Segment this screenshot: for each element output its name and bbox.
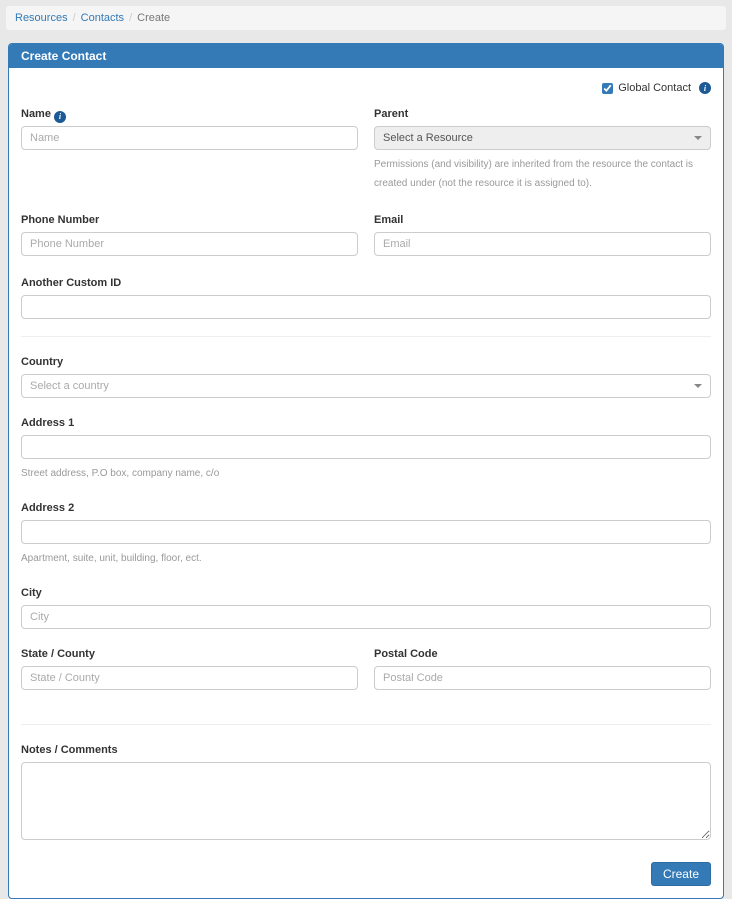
name-parent-row bbox=[21, 104, 711, 210]
email-input[interactable] bbox=[374, 232, 711, 256]
info-circle-icon[interactable]: i bbox=[54, 111, 66, 123]
state-field-group bbox=[21, 644, 358, 690]
phone-email-row bbox=[21, 210, 711, 273]
city-input[interactable] bbox=[21, 605, 711, 629]
create-contact-panel bbox=[8, 43, 724, 899]
section-divider bbox=[21, 724, 711, 725]
global-contact-label: Global Contact bbox=[618, 82, 691, 94]
breadcrumb-link-resources[interactable]: Resources bbox=[15, 12, 68, 24]
parent-field-group bbox=[374, 104, 711, 193]
address1-label: Address 1 bbox=[21, 417, 75, 429]
country-label: Country bbox=[21, 356, 64, 368]
notes-label: Notes / Comments bbox=[21, 744, 118, 756]
form-footer bbox=[21, 862, 711, 886]
parent-select-value: Select a Resource bbox=[383, 132, 473, 144]
breadcrumb bbox=[6, 6, 726, 30]
postal-label: Postal Code bbox=[374, 648, 438, 660]
panel-body bbox=[9, 68, 723, 898]
phone-field-group bbox=[21, 210, 358, 256]
address2-label: Address 2 bbox=[21, 502, 75, 514]
custom-id-field-group bbox=[21, 273, 711, 319]
global-contact-row bbox=[21, 82, 711, 94]
create-button[interactable]: Create bbox=[651, 862, 711, 886]
breadcrumb-separator: / bbox=[72, 12, 76, 24]
custom-id-input[interactable] bbox=[21, 295, 711, 319]
city-label: City bbox=[21, 587, 42, 599]
section-divider bbox=[21, 336, 711, 337]
notes-field-group bbox=[21, 740, 711, 845]
breadcrumb-separator: / bbox=[129, 12, 133, 24]
address2-field-group bbox=[21, 498, 711, 568]
name-field-group bbox=[21, 104, 358, 193]
country-field-group bbox=[21, 352, 711, 398]
parent-label: Parent bbox=[374, 108, 409, 120]
phone-input[interactable] bbox=[21, 232, 358, 256]
breadcrumb-current-create: Create bbox=[137, 12, 171, 24]
chevron-down-icon bbox=[694, 384, 702, 388]
panel-title: Create Contact bbox=[9, 44, 723, 68]
address2-help-text: Apartment, suite, unit, building, floor, ect. bbox=[21, 553, 202, 564]
chevron-down-icon bbox=[694, 136, 702, 140]
page bbox=[0, 6, 732, 881]
name-label: Name bbox=[21, 108, 51, 120]
email-field-group bbox=[374, 210, 711, 256]
breadcrumb-link-contacts[interactable]: Contacts bbox=[80, 12, 125, 24]
notes-textarea[interactable] bbox=[21, 762, 711, 840]
email-label: Email bbox=[374, 214, 404, 226]
global-contact-checkbox[interactable] bbox=[602, 83, 613, 94]
info-circle-icon[interactable]: i bbox=[699, 82, 711, 94]
address2-input[interactable] bbox=[21, 520, 711, 544]
parent-select[interactable] bbox=[374, 126, 711, 150]
country-select[interactable] bbox=[21, 374, 711, 398]
address1-input[interactable] bbox=[21, 435, 711, 459]
address1-help-text: Street address, P.O box, company name, c/o bbox=[21, 468, 220, 479]
address1-field-group bbox=[21, 413, 711, 483]
phone-label: Phone Number bbox=[21, 214, 100, 226]
postal-input[interactable] bbox=[374, 666, 711, 690]
country-select-value: Select a country bbox=[30, 380, 109, 392]
parent-help-text: Permissions (and visibility) are inherited from the resource the contact is created under (not the resource it is assigned to). bbox=[374, 159, 694, 189]
custom-id-label: Another Custom ID bbox=[21, 277, 122, 289]
state-postal-row bbox=[21, 644, 711, 707]
name-input[interactable] bbox=[21, 126, 358, 150]
postal-field-group bbox=[374, 644, 711, 690]
state-input[interactable] bbox=[21, 666, 358, 690]
state-label: State / County bbox=[21, 648, 95, 660]
city-field-group bbox=[21, 583, 711, 629]
